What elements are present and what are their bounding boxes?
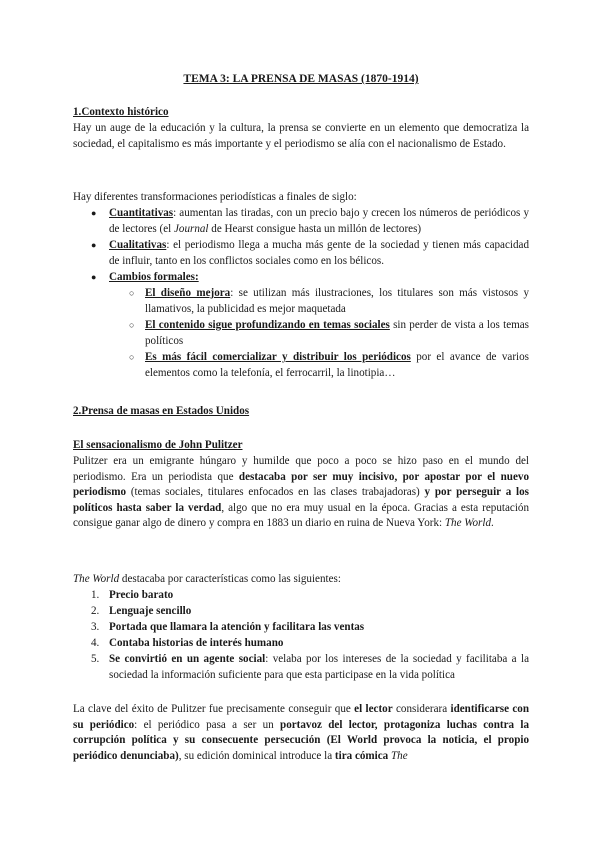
world-features-intro	[73, 572, 529, 588]
circle-bullet-icon: ○	[129, 352, 135, 362]
item-text: : velaba por los intereses de la sociedad y facilitaba a la sociedad la información suficiente para que esta participase en la vida política	[109, 653, 529, 681]
item-bold: Lenguaje sencillo	[109, 605, 192, 617]
page-title: TEMA 3: LA PRENSA DE MASAS (1870-1914)	[183, 73, 419, 85]
sub-list-item	[73, 286, 529, 317]
numbered-list-item	[73, 604, 529, 620]
bold-run: destacaba por ser muy incisivo, por apostar por el nuevo periodismo	[73, 470, 529, 499]
subsection-heading-pulitzer: El sensacionalismo de John Pulitzer	[73, 439, 243, 451]
bullet-term: Cambios formales:	[109, 271, 199, 283]
newspaper-name: The World	[73, 573, 120, 585]
success-paragraph	[73, 702, 529, 764]
bullet-icon: ●	[91, 240, 97, 250]
item-bold: Se convirtió en un agente social	[109, 653, 266, 665]
bullet-icon: ●	[91, 208, 97, 218]
sub-bullet-text: : se utilizan más ilustraciones, los titulares son más vistosos y llamativos, la publicidad es mejor maquetada	[145, 287, 529, 315]
text-run: , algo que no era muy usual en la época. Gracias a esta reputación consigue ganar algo de dinero y compra en 1883 un diario en ruina de Nueva York:	[73, 501, 529, 530]
bullet-text: : el periodismo llega a mucha más gente de la sociedad y tienen más capacidad de influir, tanto en los conflictos sociales como en los bélicos.	[109, 239, 529, 267]
bold-run: portavoz del lector, protagoniza luchas contra la corrupción política y su consecuente persecución (El World provoca la noticia, el propio periódico denunciaba)	[73, 718, 529, 762]
numbered-list-item	[73, 636, 529, 652]
bold-run: tira cómica	[334, 749, 389, 762]
item-bold: Contaba historias de interés humano	[109, 637, 284, 649]
journal-name: Journal	[174, 222, 209, 235]
pulitzer-paragraph	[73, 454, 529, 532]
text-run: considerara	[392, 703, 451, 715]
text-run: .	[491, 517, 494, 530]
numbered-list-item	[73, 588, 529, 604]
text-run: La clave del éxito de Pulitzer fue precisamente conseguir que	[73, 703, 355, 715]
bullet-term: Cualitativas	[109, 239, 167, 251]
section-heading-context: 1.Contexto histórico	[73, 106, 169, 118]
text-run: Pulitzer era un emigrante húngaro y humilde que poco a poco se hizo paso en el mundo del periodismo. Era un periodista que	[73, 455, 529, 483]
text-run: (temas sociales, titulares enfocados en las clases trabajadoras)	[126, 486, 425, 499]
newspaper-name: The	[391, 749, 408, 762]
sub-bullet-text: por el avance de varios elementos como la telefonía, el ferrocarril, la linotipia…	[145, 351, 529, 379]
bullet-text: de Hearst consigue hasta un millón de lectores)	[208, 222, 422, 235]
bullet-term: Cuantitativas	[109, 207, 174, 219]
newspaper-name: The World	[444, 517, 491, 530]
bullet-icon: ●	[91, 272, 97, 282]
sub-list-item	[73, 350, 529, 381]
bullet-text: : aumentan las tiradas, con un precio bajo y crecen los números de periódicos y de lectores (el	[109, 207, 529, 235]
item-number: 2.	[91, 605, 100, 617]
bold-run: identificarse con su periódico	[73, 703, 530, 731]
sub-bullet-term: El diseño mejora	[145, 287, 231, 299]
list-item	[73, 270, 529, 286]
context-paragraph: Hay un auge de la educación y la cultura, la prensa se convierte en un elemento que democratiza la sociedad, el capitalismo es más importante y el periodismo se alía con el nacionalismo de Estado.	[73, 122, 529, 150]
list-item	[73, 206, 529, 237]
section-heading-usa: 2.Prensa de masas en Estados Unidos	[73, 405, 250, 417]
sub-bullet-term: Es más fácil comercializar y distribuir los periódicos	[145, 351, 411, 363]
numbered-list-item	[73, 620, 529, 636]
item-number: 3.	[91, 621, 100, 633]
transformations-intro: Hay diferentes transformaciones periodísticas a finales de siglo:	[73, 191, 357, 203]
sub-list-item	[73, 318, 529, 349]
numbered-list-item	[73, 652, 529, 683]
sub-bullet-text: sin perder de vista a los temas políticos	[145, 319, 529, 347]
item-number: 1.	[91, 589, 100, 601]
sub-bullet-term: El contenido sigue profundizando en temas sociales	[145, 319, 390, 331]
text-run: destacaba por características como las siguientes:	[119, 573, 341, 585]
circle-bullet-icon: ○	[129, 320, 135, 330]
item-number: 5.	[91, 653, 100, 665]
circle-bullet-icon: ○	[129, 288, 135, 298]
bold-run: el lector	[354, 703, 393, 715]
text-run: , su edición dominical introduce la	[178, 749, 335, 762]
list-item	[73, 238, 529, 269]
text-run: : el periódico pasa a ser un	[134, 718, 281, 731]
item-bold: Precio barato	[109, 589, 174, 601]
item-number: 4.	[91, 637, 100, 649]
item-bold: Portada que llamara la atención y facilitara las ventas	[109, 621, 365, 633]
bold-run: y por perseguir a los políticos hasta saber la verdad	[73, 486, 529, 514]
